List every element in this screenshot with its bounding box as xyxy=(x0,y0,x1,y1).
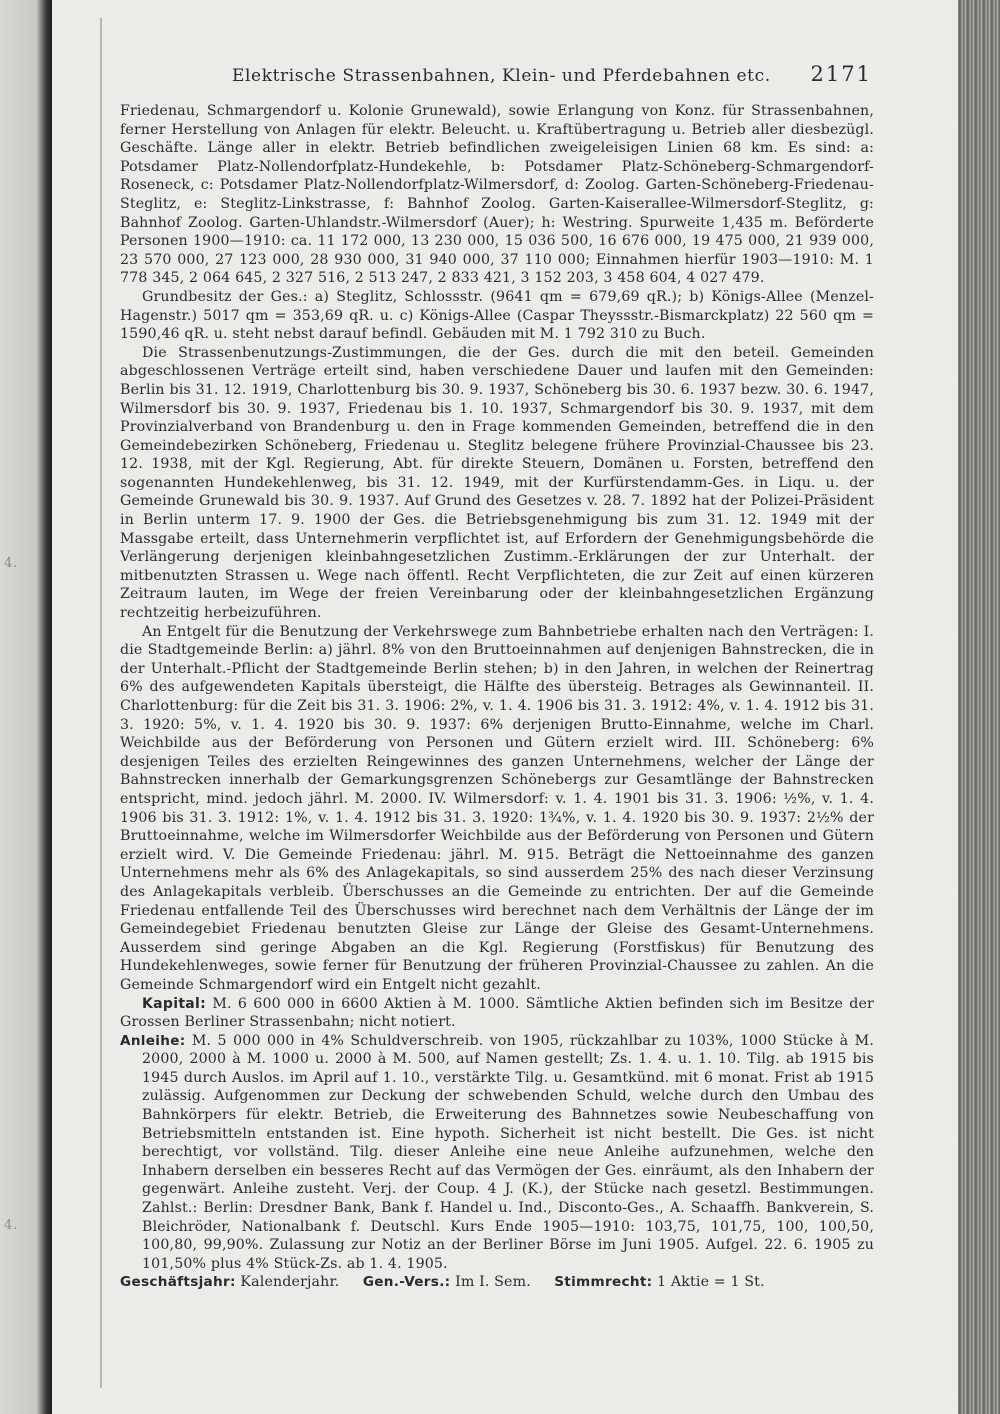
anleihe-text: M. 5 000 000 in 4% Schuldverschreib. von 1905, rückzahlbar zu 103%, 1000 Stücke à M. 2000, 2000 à M. 1000 u. 2000 à M. 500, auf Namen gestellt; Zs. 1. 4. u. 1. 10. Tilg. ab 1915 bis 1945 durch Auslos. im April auf 1. 10., verstärkte Tilg. u. Gesamtkünd. mit 6 monat. Frist ab 1915 zulässig. Aufgenommen zur Deckung der schwebenden Schuld, welche durch den Umbau des Bahnkörpers für elektr. Betrieb, die Erweiterung des Bahnnetzes sowie Neubeschaffung von Betriebsmitteln entstanden ist. Eine hypoth. Sicherheit ist nicht bestellt. Die Ges. ist nicht berechtigt, vor vollständ. Tilg. dieser Anleihe eine neue Anleihe aufzunehmen, welche den Inhabern derselben ein besseres Recht auf das Vermögen der Ges. einräumt, als den Inhabern der gegenwärt. Anleihe zusteht. Verj. der Coup. 4 J. (K.), der Stücke nach gesetzl. Bestimmungen. Zahlst.: Berlin: Dresdner Bank, Bank f. Handel u. Ind., Disconto-Ges., A. Schaaffh. Bankverein, S. Bleichröder, Nationalbank f. Deutschl. Kurs Ende 1905—1910: 103,75, 101,75, 100, 100,50, 100,80, 99,90%. Zulassung zur Notiz an der Berliner Börse im Juni 1905. Aufgel. 22. 6. 1905 zu 101,50% plus 4% Stück-Zs. ab 1. 4. 1905. xyxy=(142,1032,874,1272)
left-margin-fragment: 4. xyxy=(4,556,19,571)
gen-vers-label: Gen.-Vers.: xyxy=(362,1274,451,1291)
geschaeftsjahr-text: Kalenderjahr. xyxy=(240,1274,340,1291)
anleihe-label: Anleihe: xyxy=(120,1032,186,1049)
running-title: Elektrische Strassenbahnen, Klein- und Pferdebahnen etc. xyxy=(232,66,771,86)
paragraph-entgelt: An Entgelt für die Benutzung der Verkehrswege zum Bahnbetriebe erhalten nach den Verträgen: I. die Stadtgemeinde Berlin: a) jährl. 8% von den Bruttoeinnahmen auf denjenigen Bahnstrecken, die in der Unterhalt.-Pflicht der Stadtgemeinde Berlin stehen; b) in den Jahren, in welchen der Reinertrag 6% des aufgewendeten Kapitals übersteigt, die Hälfte des übersteig. Betrages als Gewinnanteil. II. Charlottenburg: für die Zeit bis 31. 3. 1906: 2%, v. 1. 4. 1906 bis 31. 3. 1912: 4%, v. 1. 4. 1912 bis 31. 3. 1920: 5%, v. 1. 4. 1920 bis 30. 9. 1937: 6% derjenigen Brutto-Einnahme, welche im Charl. Weichbilde aus der Beförderung von Personen und Gütern erzielt wird. III. Schöneberg: 6% desjenigen Teiles des erzielten Reingewinnes des ganzen Unternehmens, welcher der Länge der Bahnstrecken innerhalb der Gemarkungsgrenzen Schönebergs zur Gesamtlänge der Bahnstrecken entspricht, mind. jedoch jährl. M. 2000. IV. Wilmersdorf: v. 1. 4. 1901 bis 31. 3. 1906: ½%, v. 1. 4. 1906 bis 31. 3. 1912: 1%, v. 1. 4. 1912 bis 31. 3. 1920: 1¾%, v. 1. 4. 1920 bis 30. 9. 1937: 2½% der Bruttoeinnahme, welche im Wilmersdorfer Weichbilde aus der Beförderung von Personen und Gütern erzielt wird. V. Die Gemeinde Friedenau: jährl. M. 915. Beträgt die Nettoeinnahme des ganzen Unternehmens mehr als 6% des Anlagekapitals, so sind ausserdem 25% des nach dieser Verzinsung des Anlagekapitals verbleib. Überschusses an die Gemeinde zu entrichten. Der auf die Gemeinde Friedenau entfallende Teil des Überschusses wird berechnet nach dem Verhältnis der Länge der im Gemeindegebiet Friedenau benutzten Gleise zur Länge der Gleise des Gesamt-Unternehmens. Ausserdem sind geringe Abgaben an die Kgl. Regierung (Forstfiskus) für Benutzung des Hundekehlenweges, sowie ferner für Benutzung der früheren Provinzial-Chaussee zu zahlen. An die Gemeinde Schmargendorf wird ein Entgelt nicht gezahlt. xyxy=(120,623,874,993)
stimmrecht-label: Stimmrecht: xyxy=(554,1274,653,1291)
page-number: 2171 xyxy=(810,62,872,86)
page-edge-stack xyxy=(958,0,1000,1414)
left-page-bleed xyxy=(0,0,52,1414)
document-page xyxy=(120,62,874,1292)
paragraph-grundbesitz: Grundbesitz der Ges.: a) Steglitz, Schlossstr. (9641 qm = 679,69 qR.); b) Königs-Allee (Menzel-Hagenstr.) 5017 qm = 353,69 qR. u. c) Königs-Allee (Caspar Theyssstr.-Bismarckplatz) 22 560 qm = 1590,46 qR. u. steht nebst darauf befindl. Gebäuden mit M. 1 792 310 zu Buch. xyxy=(120,288,874,343)
paragraph-company-lines: Friedenau, Schmargendorf u. Kolonie Grunewald), sowie Erlangung von Konz. für Strassenbahnen, ferner Herstellung von Anlagen für elektr. Beleucht. u. Kraftübertragung u. Betrieb aller diesbezügl. Geschäfte. Länge aller in elektr. Betrieb befindlichen zweigeleisigen Linien 68 km. Es sind: a: Potsdamer Platz-Nollendorfplatz-Hundekehle, b: Potsdamer Platz-Schöneberg-Schmargendorf-Roseneck, c: Potsdamer Platz-Nollendorfplatz-Wilmersdorf, d: Zoolog. Garten-Schöneberg-Friedenau-Steglitz, e: Steglitz-Linkstrasse, f: Bahnhof Zoolog. Garten-Kaiserallee-Wilmersdorf-Steglitz, g: Bahnhof Zoolog. Garten-Uhlandstr.-Wilmersdorf (Auer); h: Westring. Spurweite 1,435 m. Beförderte Personen 1900—1910: ca. 11 172 000, 13 230 000, 15 036 500, 16 676 000, 19 475 000, 21 939 000, 23 570 000, 27 123 000, 28 930 000, 31 940 000, 37 110 000; Einnahmen hierfür 1903—1910: M. 1 778 345, 2 064 645, 2 327 516, 2 513 247, 2 833 421, 3 152 203, 3 458 604, 4 027 479. xyxy=(120,103,874,287)
left-margin-fragment: 4. xyxy=(4,1218,19,1233)
gen-vers-text: Im I. Sem. xyxy=(455,1274,531,1291)
kapital-entry xyxy=(120,995,874,1032)
gutter-line xyxy=(100,18,102,1388)
footer-line xyxy=(120,1273,874,1292)
anleihe-entry xyxy=(120,1032,874,1274)
page-header xyxy=(120,62,874,102)
page-body xyxy=(120,102,874,1292)
kapital-label: Kapital: xyxy=(142,995,207,1012)
stimmrecht-text: 1 Aktie = 1 St. xyxy=(657,1274,765,1291)
paragraph-strassenbenutzung: Die Strassenbenutzungs-Zustimmungen, die der Ges. durch die mit den beteil. Gemeinden abgeschlossenen Verträge erteilt sind, haben verschiedene Dauer und laufen mit den Gemeinden: Berlin bis 31. 12. 1919, Charlottenburg bis 30. 9. 1937, Schöneberg bis 30. 6. 1937 bezw. 30. 6. 1947, Wilmersdorf bis 30. 9. 1937, Friedenau bis 1. 10. 1937, Schmargendorf bis 30. 9. 1937, mit dem Provinzialverband von Brandenburg u. den in Frage kommenden Gemeinden, betreffend die in den Gemeindebezirken Schöneberg, Friedenau u. Steglitz belegene frühere Provinzial-Chaussee bis 23. 12. 1938, mit der Kgl. Regierung, Abt. für direkte Steuern, Domänen u. Forsten, betreffend den sogenannten Hundekehlenweg, bis 31. 12. 1949, mit der Kurfürstendamm-Ges. in Liqu. u. der Gemeinde Grunewald bis 30. 9. 1937. Auf Grund des Gesetzes v. 28. 7. 1892 hat der Polizei-Präsident in Berlin unterm 17. 9. 1900 der Ges. die Betriebsgenehmigung bis zum 31. 12. 1949 mit der Massgabe erteilt, dass Unternehmerin verpflichtet ist, auf Erfordern der Genehmigungsbehörde die Verlängerung derjenigen kleinbahngesetzlichen Zustimm.-Erklärungen der zur Unterhalt. der mitbenutzten Strassen u. Wege nach öffentl. Recht Verpflichteten, die zur Zeit auf einen kürzeren Zeitraum lauten, im Wege der freien Vereinbarung oder der kleinbahngesetzlichen Ergänzung rechtzeitig herbeizuführen. xyxy=(120,344,874,622)
geschaeftsjahr-label: Geschäftsjahr: xyxy=(120,1274,236,1291)
kapital-text: M. 6 600 000 in 6600 Aktien à M. 1000. Sämtliche Aktien befinden sich im Besitze der Grossen Berliner Strassenbahn; nicht notiert. xyxy=(120,995,874,1031)
